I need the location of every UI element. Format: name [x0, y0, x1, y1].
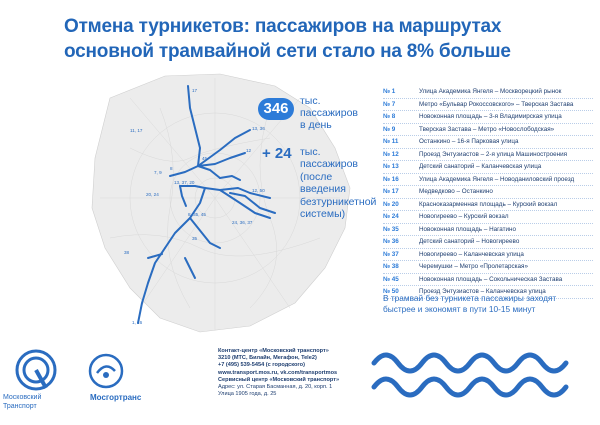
map-label: 8: [170, 166, 173, 171]
route-number: № 11: [383, 138, 399, 145]
growth-label: пассажиров: [300, 158, 359, 171]
route-number: № 16: [383, 175, 399, 183]
daily-label: пассажиров: [300, 107, 359, 119]
route-number: № 8: [383, 113, 396, 120]
route-number: № 50: [383, 288, 399, 295]
route-number: № 38: [383, 263, 399, 270]
route-name: Метро «Бульвар Рокоссовского» – Тверская Застава: [419, 100, 574, 108]
daily-unit: тыс.: [300, 95, 321, 107]
route-name: Новоконная площадь – 3-я Владимирская улица: [419, 113, 562, 120]
route-row: [383, 186, 593, 199]
daily-period: в день: [300, 119, 332, 131]
route-number: № 24: [383, 213, 399, 220]
route-row: [383, 249, 593, 262]
org1-line2: Транспорт: [3, 403, 37, 410]
route-number: № 36: [383, 238, 399, 245]
map-label: 38: [124, 250, 130, 255]
daily-passengers-text: [300, 95, 358, 131]
map-label: 7, 9: [154, 170, 162, 175]
route-row: [383, 111, 593, 124]
contact-phone[interactable]: +7 (495) 539-5454 (с городского): [218, 362, 305, 369]
moscow-transport-logo-icon: [8, 348, 64, 394]
route-row: [383, 274, 593, 287]
route-name: Красноказарменная площадь – Курский вокзал: [419, 200, 558, 208]
map-label: 1, 16: [132, 320, 143, 325]
service-center-address-2: Улица 1905 года, д. 25: [218, 391, 277, 398]
map-label: 17: [192, 88, 198, 93]
route-row: [383, 161, 593, 174]
map-label: 24, 36, 37: [232, 220, 253, 225]
map-label: 20, 24: [146, 192, 159, 197]
route-number: № 17: [383, 188, 399, 195]
growth-value: + 24: [262, 145, 292, 162]
route-number: № 1: [383, 88, 396, 95]
route-number: № 37: [383, 250, 399, 258]
org1-line1: Московский: [3, 394, 42, 401]
route-number: № 7: [383, 100, 396, 108]
map-label: 13, 36: [252, 126, 265, 131]
map-label: 12: [246, 148, 252, 153]
route-number: № 13: [383, 163, 399, 170]
route-number: № 20: [383, 200, 399, 208]
route-name: Новоконная площадь – Сокольническая Застава: [419, 275, 563, 283]
route-name: Улица Академика Янгеля – Москворецкий рынок: [419, 88, 562, 95]
mosgortrans-logo-icon: [86, 353, 126, 389]
map-label: 45: [202, 156, 208, 161]
route-name: Останкино – 16-я Парковая улица: [419, 138, 519, 145]
contact-short-number: 3210 (МТС, Билайн, Мегафон, Tele2): [218, 355, 317, 362]
route-number: № 35: [383, 225, 399, 233]
growth-note-2: безтурникетной: [300, 195, 377, 208]
route-name: Новоконная площадь – Нагатино: [419, 225, 517, 233]
route-list: [383, 86, 593, 299]
service-center-address: Адрес: ул. Старая Басманная, д. 20, корп. 1: [218, 384, 333, 391]
moscow-transport-logo-text: [3, 393, 69, 411]
growth-text: [300, 146, 377, 221]
route-name: Новогиреево – Каланчевская улица: [419, 250, 524, 258]
map-label: 13, 37, 20: [174, 180, 195, 185]
mosgortrans-logo-text: Мосгортранс: [90, 393, 142, 402]
growth-note-1: (после введения: [300, 170, 346, 196]
contact-center-title: Контакт-центр «Московский транспорт»: [218, 348, 329, 354]
route-row: [383, 211, 593, 224]
route-name: Новогиреево – Курский вокзал: [419, 213, 509, 220]
route-row: [383, 224, 593, 237]
route-row: [383, 174, 593, 187]
route-name: Детский санаторий – Каланчевская улица: [419, 163, 542, 170]
route-row: [383, 236, 593, 249]
page-title: Отмена турникетов: пассажиров на маршрутах основной трамвайной сети стало на 8% больше: [64, 16, 511, 62]
contact-info: [218, 348, 378, 398]
daily-passengers-value: 346: [258, 98, 294, 120]
route-name: Черемушки – Метро «Пролетарская»: [419, 263, 528, 270]
route-number: № 45: [383, 275, 399, 283]
decorative-waves-icon: [364, 343, 594, 413]
route-number: № 9: [383, 125, 396, 133]
route-name: Улица Академика Янгеля – Новоданиловский проезд: [419, 175, 575, 183]
map-label: 11, 17: [130, 128, 143, 133]
route-name: Проезд Энтузиастов – Каланчевская улица: [419, 288, 546, 295]
route-row: [383, 136, 593, 149]
map-label: 35: [192, 236, 198, 241]
route-name: Детский санаторий – Новогиреево: [419, 238, 520, 245]
route-row: [383, 124, 593, 137]
route-name: Проезд Энтузиастов – 2-я улица Машиностроения: [419, 150, 568, 158]
service-center-title: Сервисный центр «Московский транспорт»: [218, 376, 340, 383]
route-name: Медведково – Останкино: [419, 188, 493, 195]
map-label: 12, 50: [252, 188, 265, 193]
growth-note-3: системы): [300, 208, 346, 221]
route-number: № 12: [383, 150, 399, 158]
route-row: [383, 261, 593, 274]
route-name: Тверская Застава – Метро «Новослободская»: [419, 125, 555, 133]
route-row: [383, 199, 593, 212]
info-note: В трамвай без турникета пассажиры заходят быстрее и экономят в пути 10-15 минут: [383, 293, 557, 314]
growth-unit: тыс.: [300, 146, 321, 158]
route-row: [383, 149, 593, 162]
map-label: 8, 35, 45: [188, 212, 206, 217]
contact-website[interactable]: www.transport.mos.ru, vk.com/transportmos: [218, 369, 338, 376]
route-row: [383, 86, 593, 99]
route-row: [383, 99, 593, 112]
